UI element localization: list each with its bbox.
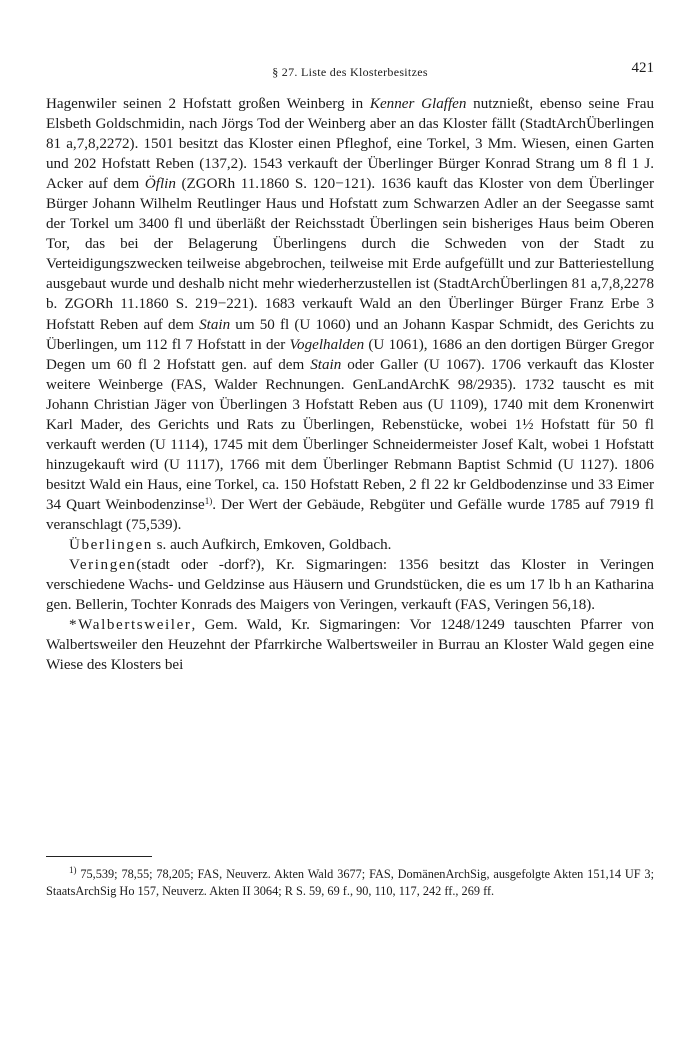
text-run: s. auch Aufkirch, Emkoven, Goldbach. (152, 537, 392, 554)
entry-heading: Veringen (69, 557, 137, 574)
place-name: Stain (310, 356, 342, 373)
running-title: § 27. Liste des Klosterbesitzes (272, 65, 428, 79)
text-run: oder Galler (U 1067). 1706 verkauft das Kloster weitere Weinberge (FAS, Walder Rechnungen. GenLandArchK 98/2935). 1732 tauscht es mit Johann Christian Jäger von Überlingen 3 Hofstatt Reben aus (U 1109), 1740 mit dem Kronenwirt Karl Mader, des Gerichts und Rats zu Überlingen, Rebenstücke, wobei 1½ Hofstatt für 50 fl verkauft werden (U 1114), 1745 mit dem Überlinger Schneidermeister Josef Kalt, wobei 1 Hofstatt hinzugekauft wird (U 1117), 1766 mit dem Überlinger Rebmann Baptist Schmid (U 1127). 1806 besitzt Wald ein Haus, eine Torkel, ca. 150 Hofstatt Reben, 2 fl 22 kr Geldbodenzinse und 33 Eimer 34 Quart Weinbodenzinse (46, 356, 654, 513)
footnotes (46, 866, 654, 901)
footnote-text: 75,539; 78,55; 78,205; FAS, Neuverz. Akten Wald 3677; FAS, DomänenArchSig, ausgefolgte Akten 151,14 UF 3; StaatsArchSig Ho 157, Neuverz. Akten II 3064; R S. 59, 69 f., 90, 110, 117, 242 ff., 269 ff. (46, 867, 654, 899)
text-run: (ZGORh 11.1860 S. 120−121). 1636 kauft das Kloster von dem Überlinger Bürger Johann Wilhelm Reutlinger Haus und Hofstatt zum Schwarzen Adler an der Seegasse samt der Torkel um 3400 fl und überläßt der Reichsstadt Überlingen sein bisheriges Haus beim Oberen Tor, das bei der Belagerung Überlingens durch die Schweden von der Stadt zu Verteidigungszwecken teilweise abgebrochen, teilweise mit Erde aufgefüllt und zur Batteriestellung ausgebaut wurde und deshalb nicht mehr wiederherzustellen ist (StadtArchÜberlingen 81 a,7,8,2278 b. ZGORh 11.1860 S. 219−221). 1683 verkauft Wald an den Überlinger Bürger Franz Erbe 3 Hofstatt Reben auf dem (46, 176, 655, 333)
place-name: Stain (199, 316, 231, 333)
text-run: um 50 fl (U 1060) und an Johann Kaspar Schmidt, des Gerichts zu Überlingen, um 112 fl 7 Hofstatt in der (46, 316, 654, 353)
footnote-rule (46, 856, 152, 857)
text-run: (U 1061), 1686 an den dortigen Bürger Gregor Degen um 60 fl 2 Hofstatt gen. auf dem (46, 336, 654, 373)
entry-heading: Überlingen (69, 537, 153, 554)
running-head (46, 60, 654, 84)
footnote-marker: 1) (204, 495, 213, 506)
text-run: . Der Wert der Gebäude, Rebgüter und Gefälle wurde 1785 auf 7919 fl veranschlagt (75,539). (46, 496, 654, 533)
place-name: Kenner Glaffen (369, 96, 467, 112)
body-text (46, 94, 654, 675)
place-name: Öflin (144, 176, 176, 193)
place-name: Vogelhalden (289, 336, 365, 353)
text-run: Hagenwiler seinen 2 Hofstatt großen Weinberg in (46, 96, 370, 112)
paragraph-continuation (46, 94, 654, 535)
entry-veringen (46, 555, 654, 615)
entry-walbertsweiler (46, 615, 654, 675)
entry-ueberlingen (46, 535, 654, 555)
page-number: 421 (631, 60, 654, 76)
footnote-1 (46, 866, 654, 901)
text-run: nutznießt, ebenso seine Frau Elsbeth Goldschmidin, nach Jörgs Tod der Weinberg aber an das Kloster fällt (StadtArchÜberlingen 81 a,7,8,2272). 1501 besitzt das Kloster einen Pfleghof, eine Torkel, 3 Mm. Wiesen, einen Garten und 202 Hofstatt Reben (137,2). 1543 verkauft der Überlinger Bürger Konrad Strang um 8 fl 1 J. Acker auf dem (46, 96, 654, 193)
footnote-number: 1) (69, 865, 77, 875)
text-run: (stadt oder -dorf?), Kr. Sigmaringen: 1356 besitzt das Kloster in Veringen verschiedene Wachs- und Geldzinse aus Häusern und Grundstücken, die es um 17 lb h an Katharina gen. Bellerin, Tochter Konrads des Maigers von Veringen, verkauft (FAS, Veringen 56,18). (46, 557, 654, 614)
text-run: , Gem. Wald, Kr. Sigmaringen: Vor 1248/1249 tauschten Pfarrer von Walbertsweiler den Heuzehnt der Pfarrkirche Walbertsweiler in Burrau an Kloster Wald gegen eine Wiese des Klosters bei (46, 617, 654, 674)
entry-heading: *Walbertsweiler (69, 617, 192, 634)
